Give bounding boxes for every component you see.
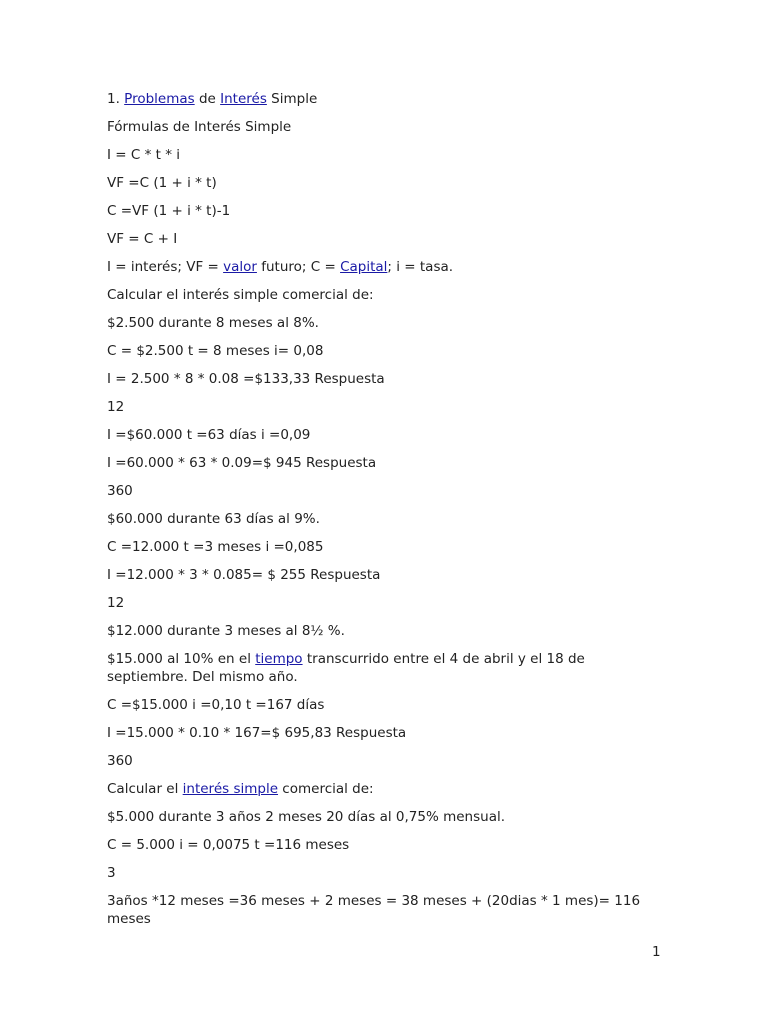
calc-intro-2	[107, 780, 667, 798]
link-tiempo[interactable]: tiempo	[255, 651, 303, 667]
link-interes-simple[interactable]: interés simple	[182, 781, 279, 797]
example-1-result: I = 2.500 * 8 * 0.08 =$133,33 Respuesta	[107, 371, 385, 387]
example-2-statement: $60.000 durante 63 días al 9%.	[107, 511, 320, 527]
example-1-statement: $2.500 durante 8 meses al 8%.	[107, 315, 319, 331]
link-problemas[interactable]: Problemas	[124, 91, 195, 107]
example-4-statement	[107, 650, 667, 686]
heading-prefix: 1.	[107, 91, 125, 107]
example-5-data: C = 5.000 i = 0,0075 t =116 meses	[107, 837, 350, 853]
example-2-divisor: 360	[107, 483, 133, 499]
legend-part-1: I = interés; VF =	[107, 259, 224, 275]
example-1-divisor: 12	[107, 399, 125, 415]
calc-intro: Calcular el interés simple comercial de:	[107, 287, 374, 303]
example-5-divisor: 3	[107, 865, 116, 881]
example-4-part-2: transcurrido entre el 4 de abril y el 18 de septiembre. Del mismo año.	[107, 651, 585, 685]
link-valor[interactable]: valor	[223, 259, 257, 275]
variables-legend	[107, 258, 667, 276]
page-number: 1	[652, 944, 661, 960]
heading-middle: de	[194, 91, 221, 107]
link-interes[interactable]: Interés	[220, 91, 267, 107]
section-heading	[107, 90, 667, 108]
example-4-divisor: 360	[107, 753, 133, 769]
example-3-divisor: 12	[107, 595, 125, 611]
example-2-result: I =60.000 * 63 * 0.09=$ 945 Respuesta	[107, 455, 377, 471]
example-3-data: C =12.000 t =3 meses i =0,085	[107, 539, 324, 555]
formula-capital: C =VF (1 + i * t)-1	[107, 203, 231, 219]
legend-part-3: ; i = tasa.	[387, 259, 454, 275]
link-capital[interactable]: Capital	[340, 259, 388, 275]
heading-suffix: Simple	[266, 91, 318, 107]
example-5-statement: $5.000 durante 3 años 2 meses 20 días al 0,75% mensual.	[107, 809, 506, 825]
formula-vf-sum: VF = C + I	[107, 231, 178, 247]
example-4-result: I =15.000 * 0.10 * 167=$ 695,83 Respuesta	[107, 725, 407, 741]
example-4-part-1: $15.000 al 10% en el	[107, 651, 256, 667]
example-4-data: C =$15.000 i =0,10 t =167 días	[107, 697, 325, 713]
calc-intro-2-part-1: Calcular el	[107, 781, 183, 797]
calc-intro-2-part-2: comercial de:	[278, 781, 374, 797]
example-5-conversion: 3años *12 meses =36 meses + 2 meses = 38 meses + (20dias * 1 mes)= 116 meses	[107, 893, 641, 927]
formulas-title: Fórmulas de Interés Simple	[107, 119, 292, 135]
formula-future-value: VF =C (1 + i * t)	[107, 175, 217, 191]
example-3-result: I =12.000 * 3 * 0.085= $ 255 Respuesta	[107, 567, 381, 583]
example-2-data: I =$60.000 t =63 días i =0,09	[107, 427, 311, 443]
example-3-statement: $12.000 durante 3 meses al 8½ %.	[107, 623, 345, 639]
example-1-data: C = $2.500 t = 8 meses i= 0,08	[107, 343, 324, 359]
formula-interest: I = C * t * i	[107, 147, 181, 163]
document-content	[107, 90, 667, 938]
legend-part-2: futuro; C =	[256, 259, 341, 275]
